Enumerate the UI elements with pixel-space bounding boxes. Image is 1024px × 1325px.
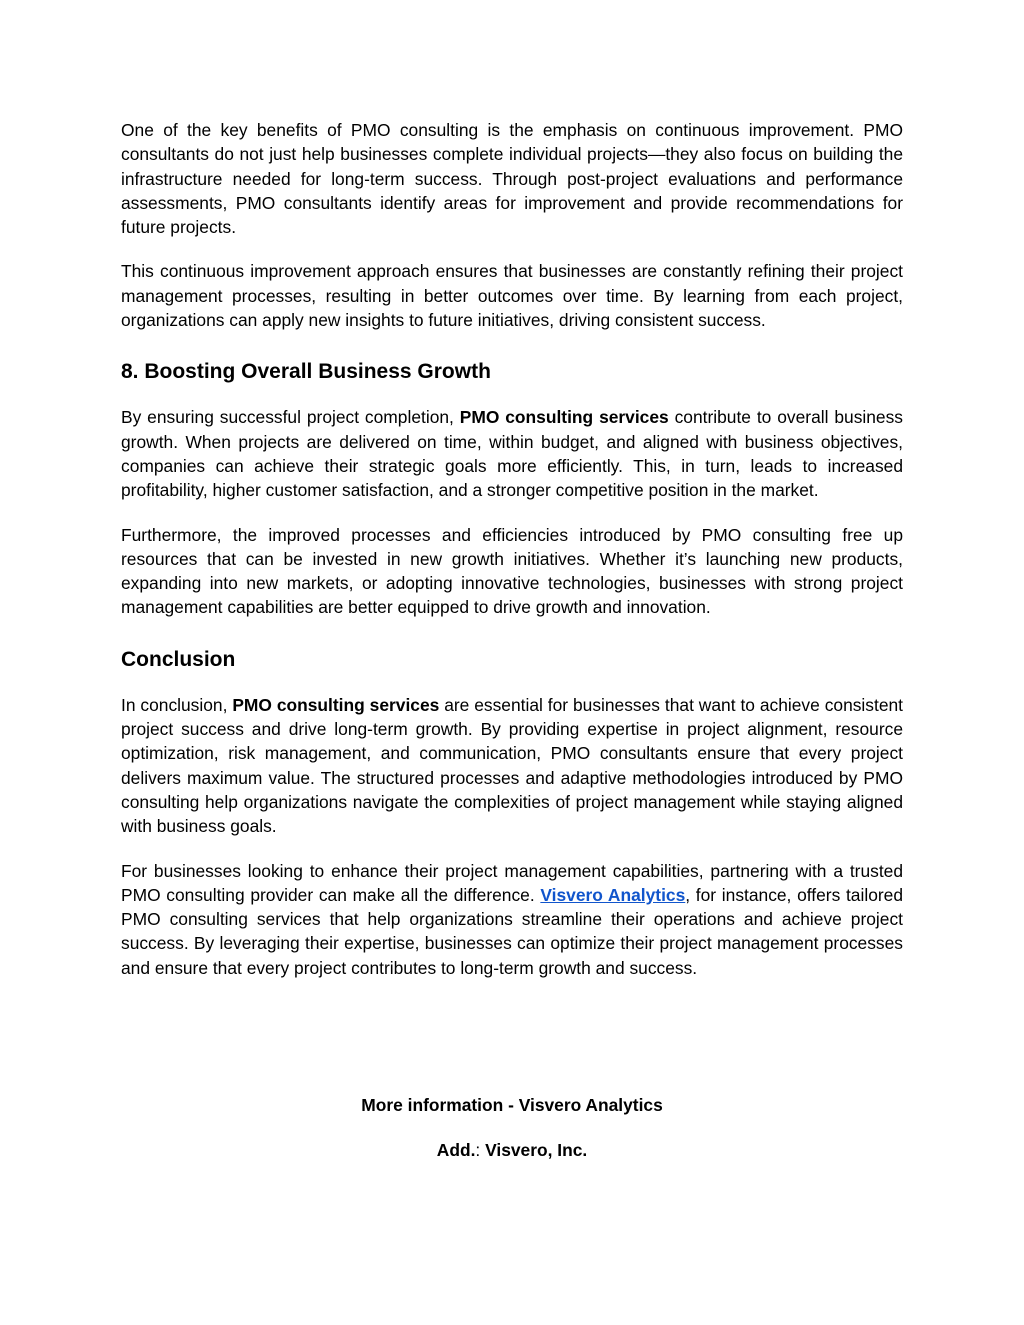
intro-paragraph-2: This continuous improvement approach ensures that businesses are constantly refining their project management processes, resulting in better outcomes over time. By learning from each project, organizations can apply new insights to future initiatives, driving consistent success. bbox=[121, 261, 903, 331]
conclusion-p1-bold-term: PMO consulting services bbox=[232, 694, 440, 715]
growth-p1-text-before: By ensuring successful project completion, bbox=[121, 407, 460, 428]
address-label: Add. bbox=[436, 1140, 476, 1160]
visvero-analytics-link[interactable]: Visvero Analytics bbox=[540, 884, 686, 905]
address-separator: : bbox=[475, 1140, 481, 1160]
conclusion-p1-text-after: are essential for businesses that want to achieve consistent project success and drive long-term growth. By providing expertise in project alignment, resource optimization, risk management, and communication, PMO consultants ensure that every project delivers maximum value. The structured processes and adaptive methodologies introduced by PMO consulting help organizations navigate the complexities of project management while staying aligned with business goals. bbox=[121, 694, 903, 837]
conclusion-p2-text-before: For businesses looking to enhance their project management capabilities, partnering with a trusted PMO consulting provider can make all the difference. bbox=[121, 860, 903, 905]
conclusion-paragraph-1 bbox=[121, 693, 903, 839]
growth-paragraph-1 bbox=[121, 405, 903, 502]
document-page bbox=[121, 118, 903, 1000]
conclusion-heading: Conclusion bbox=[121, 647, 236, 671]
growth-p1-text-after: contribute to overall business growth. When projects are delivered on time, within budget, and aligned with business objectives, companies can achieve their strategic goals more efficiently. This, in turn, leads to increased profitability, higher customer satisfaction, and a stronger competitive position in the market. bbox=[121, 407, 903, 501]
growth-heading: 8. Boosting Overall Business Growth bbox=[121, 360, 491, 384]
conclusion-paragraph-2 bbox=[121, 859, 903, 980]
more-information-line: More information - Visvero Analytics bbox=[361, 1095, 663, 1115]
address-line bbox=[0, 1140, 1024, 1161]
conclusion-p2-text-after: , for instance, offers tailored PMO consulting services that help organizations streamline their operations and achieve project success. By leveraging their expertise, businesses can optimize their project management processes and ensure that every project contributes to long-term growth and success. bbox=[121, 884, 903, 978]
growth-p1-bold-term: PMO consulting services bbox=[459, 407, 669, 428]
growth-paragraph-2: Furthermore, the improved processes and efficiencies introduced by PMO consulting free up resources that can be invested in new growth initiatives. Whether it’s launching new products, expanding into new markets, or adopting innovative technologies, businesses with strong project management capabilities are better equipped to drive growth and innovation. bbox=[121, 524, 903, 618]
conclusion-p1-text-before: In conclusion, bbox=[121, 694, 233, 715]
intro-paragraph-1: One of the key benefits of PMO consulting is the emphasis on continuous improvement. PMO consultants do not just help businesses complete individual projects—they also focus on building the infrastructure needed for long-term success. Through post-project evaluations and performance assessments, PMO consultants identify areas for improvement and provide recommendations for future projects. bbox=[121, 120, 903, 238]
address-value: Visvero, Inc. bbox=[480, 1140, 588, 1160]
